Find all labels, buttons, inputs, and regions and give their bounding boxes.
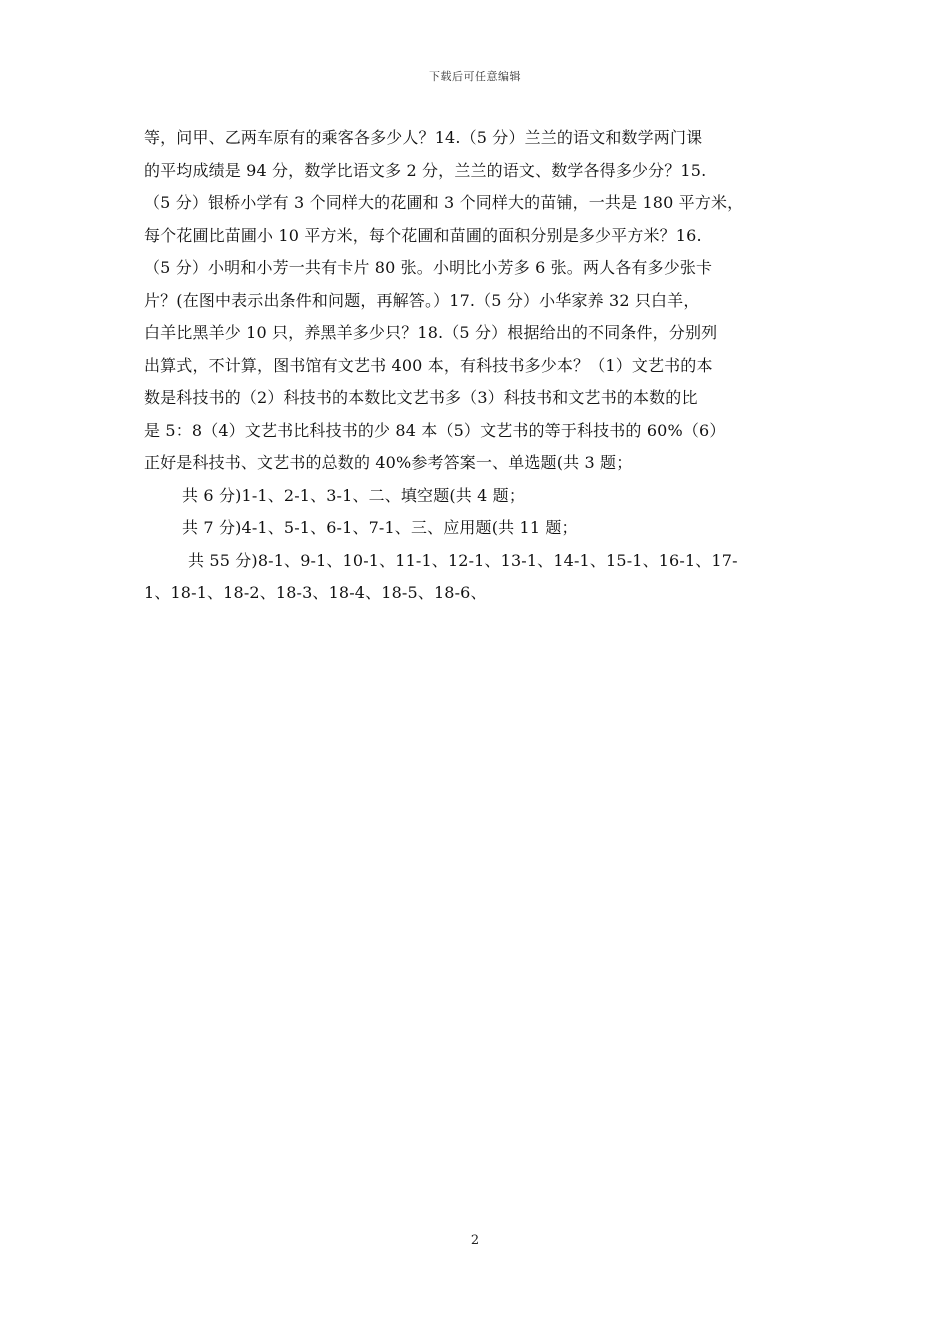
body-line: （5 分）银桥小学有 3 个同样大的花圃和 3 个同样大的苗铺，一共是 180 平方米， xyxy=(144,193,744,212)
body-line: 每个花圃比苗圃小 10 平方米，每个花圃和苗圃的面积分别是多少平方米？16. xyxy=(144,225,702,245)
body-line: 的平均成绩是 94 分，数学比语文多 2 分，兰兰的语文、数学各得多少分？15. xyxy=(144,160,707,180)
body-line: 出算式，不计算，图书馆有文艺书 400 本，有科技书多少本？（1）文艺书的本 xyxy=(144,355,713,375)
document-body xyxy=(144,122,812,610)
body-line: 是 5：8（4）文艺书比科技书的少 84 本（5）文艺书的等于科技书的 60%（6） xyxy=(144,420,726,440)
body-line: 数是科技书的（2）科技书的本数比文艺书多（3）科技书和文艺书的本数的比 xyxy=(144,388,698,407)
body-line: 等，问甲、乙两车原有的乘客各多少人？14.（5 分）兰兰的语文和数学两门课 xyxy=(144,128,703,147)
body-line: （5 分）小明和小芳一共有卡片 80 张。小明比小芳多 6 张。两人各有多少张卡 xyxy=(144,258,713,277)
body-line: 1、18-1、18-2、18-3、18-4、18-5、18-6、 xyxy=(144,583,487,602)
body-line: 共 6 分)1-1、2-1、3-1、二、填空题(共 4 题； xyxy=(182,485,525,505)
body-line: 正好是科技书、文艺书的总数的 40%参考答案一、单选题(共 3 题； xyxy=(144,453,633,472)
page-header: 下载后可任意编辑 xyxy=(429,70,521,83)
body-line: 白羊比黑羊少 10 只，养黑羊多少只？18.（5 分）根据给出的不同条件，分别列 xyxy=(144,323,718,342)
body-line: 共 55 分)8-1、9-1、10-1、11-1、12-1、13-1、14-1、15-1、16-1、17- xyxy=(188,550,738,570)
body-line: 共 7 分)4-1、5-1、6-1、7-1、三、应用题(共 11 题； xyxy=(182,518,578,537)
body-line: 片？(在图中表示出条件和问题，再解答。）17.（5 分）小华家养 32 只白羊， xyxy=(144,290,700,310)
page-number: 2 xyxy=(470,1233,480,1248)
